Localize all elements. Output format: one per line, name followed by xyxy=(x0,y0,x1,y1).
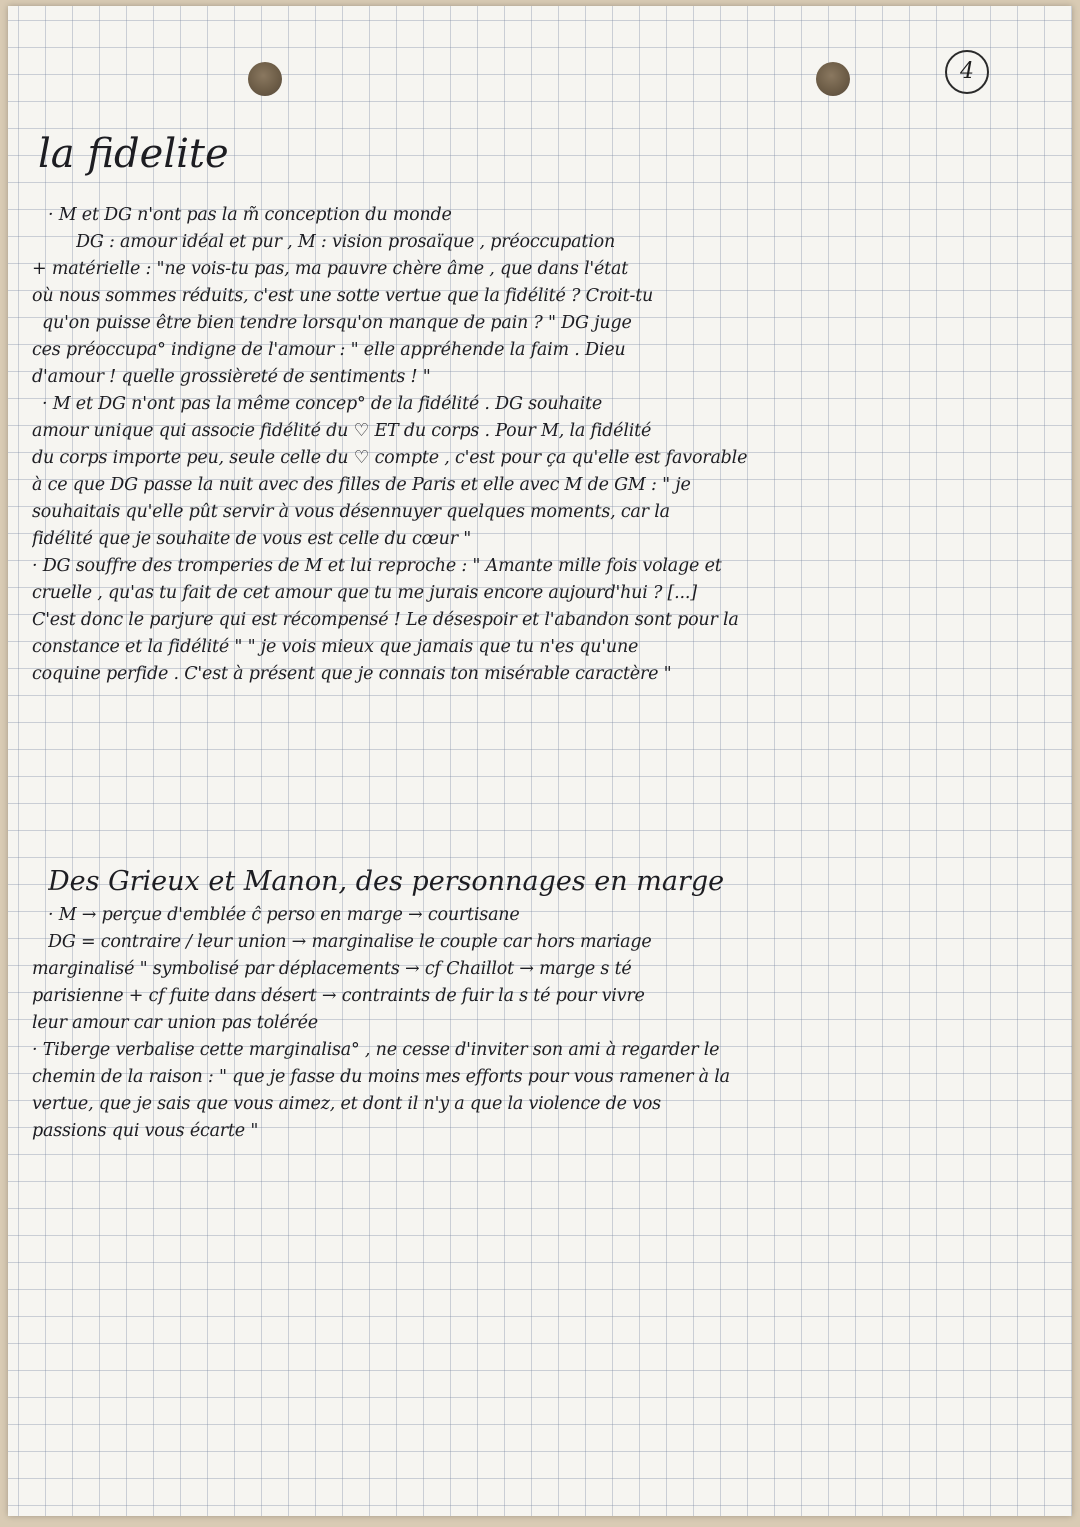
text-line: où nous sommes réduits, c'est une sotte vertue que la fidélité ? Croit-tu xyxy=(32,286,654,306)
text-line: · M et DG n'ont pas la m̃ conception du monde xyxy=(48,205,452,225)
text-line: · M → perçue d'emblée ĉ perso en marge → courtisane xyxy=(48,905,520,925)
notebook-page xyxy=(8,6,1072,1516)
text-line: coquine perfide . C'est à présent que je connais ton misérable caractère " xyxy=(32,664,672,684)
punch-hole-right xyxy=(816,62,850,96)
text-line: leur amour car union pas tolérée xyxy=(32,1013,318,1033)
text-line: · M et DG n'ont pas la même concep° de la fidélité . DG souhaite xyxy=(42,394,603,414)
text-line: fidélité que je souhaite de vous est celle du cœur " xyxy=(32,529,472,549)
text-line: · DG souffre des tromperies de M et lui reproche : " Amante mille fois volage et xyxy=(32,556,722,576)
text-line: passions qui vous écarte " xyxy=(32,1121,259,1141)
text-line: + matérielle : "ne vois-tu pas, ma pauvre chère âme , que dans l'état xyxy=(32,259,629,279)
text-line: · Tiberge verbalise cette marginalisa° , ne cesse d'inviter son ami à regarder le xyxy=(32,1040,720,1060)
section-title-marge: Des Grieux et Manon, des personnages en marge xyxy=(48,866,725,897)
text-line: souhaitais qu'elle pût servir à vous désennuyer quelques moments, car la xyxy=(32,502,670,522)
text-line: parisienne + cf fuite dans désert → contraints de fuir la s té pour vivre xyxy=(32,986,645,1006)
text-line: du corps importe peu, seule celle du ♡ compte , c'est pour ça qu'elle est favorable xyxy=(32,448,748,468)
text-line: cruelle , qu'as tu fait de cet amour que tu me jurais encore aujourd'hui ? [...] xyxy=(32,583,697,603)
section-title-fidelite: la fidelite xyxy=(38,131,229,177)
text-line: DG : amour idéal et pur , M : vision prosaïque , préoccupation xyxy=(76,232,616,252)
page-number: 4 xyxy=(945,50,989,94)
text-line: qu'on puisse être bien tendre lorsqu'on manque de pain ? " DG juge xyxy=(42,313,632,333)
text-line: C'est donc le parjure qui est récompensé ! Le désespoir et l'abandon sont pour la xyxy=(32,610,739,630)
text-line: DG = contraire / leur union → marginalise le couple car hors mariage xyxy=(48,932,652,952)
text-line: à ce que DG passe la nuit avec des filles de Paris et elle avec M de GM : " je xyxy=(32,475,691,495)
text-line: ces préoccupa° indigne de l'amour : " elle appréhende la faim . Dieu xyxy=(32,340,626,360)
text-line: constance et la fidélité " " je vois mieux que jamais que tu n'es qu'une xyxy=(32,637,639,657)
text-line: d'amour ! quelle grossièreté de sentiments ! " xyxy=(32,367,431,387)
punch-hole-left xyxy=(248,62,282,96)
text-line: marginalisé " symbolisé par déplacements → cf Chaillot → marge s té xyxy=(32,959,632,979)
text-line: vertue, que je sais que vous aimez, et dont il n'y a que la violence de vos xyxy=(32,1094,661,1114)
text-line: chemin de la raison : " que je fasse du moins mes efforts pour vous ramener à la xyxy=(32,1067,730,1087)
text-line: amour unique qui associe fidélité du ♡ ET du corps . Pour M, la fidélité xyxy=(32,421,652,441)
